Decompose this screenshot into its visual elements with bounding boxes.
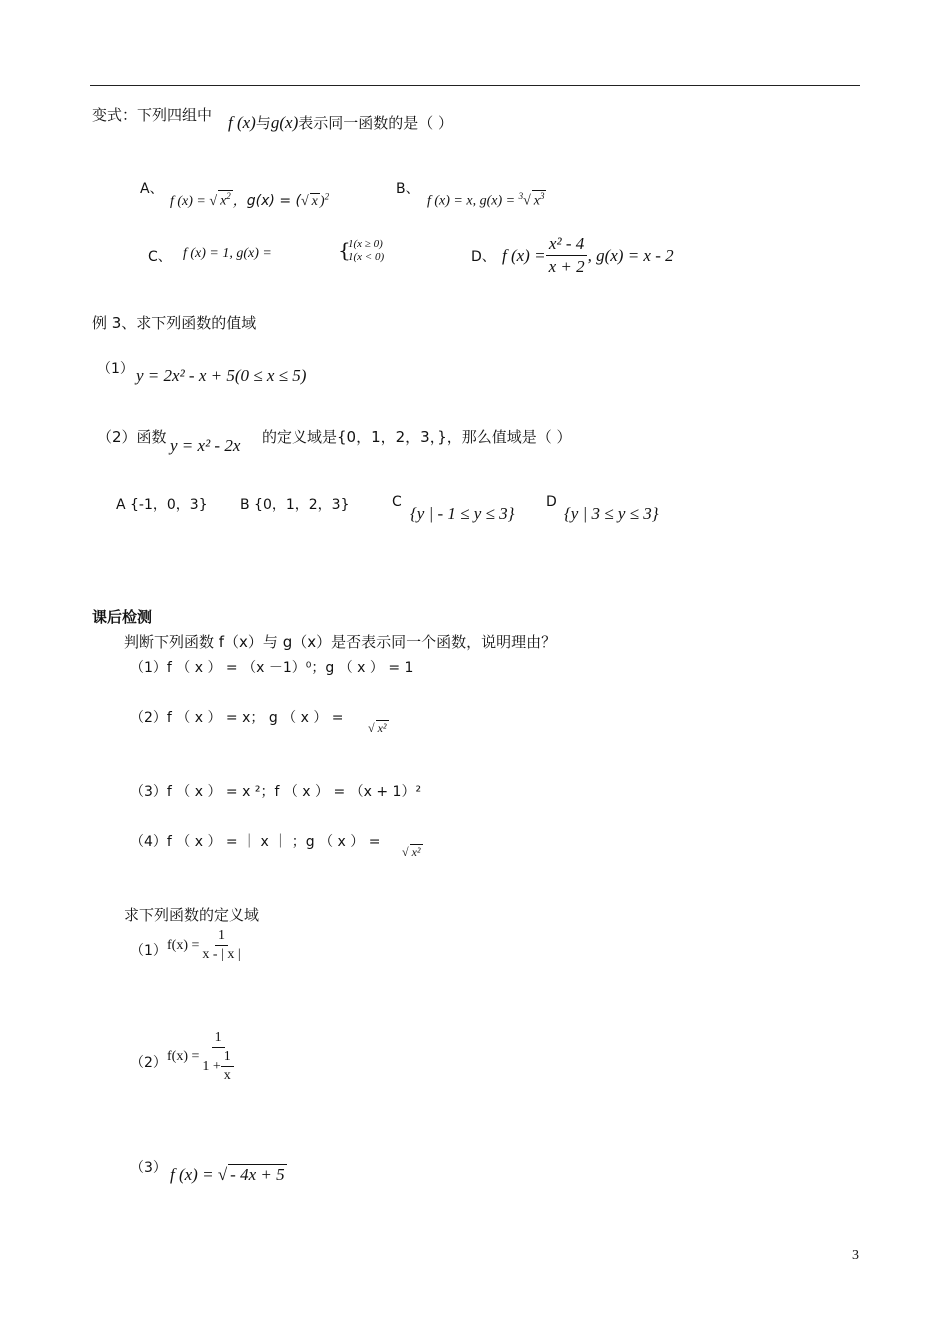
homework-q1-4-sqrt: √ x² <box>402 845 421 859</box>
homework-q2-3-expr: f (x) = √ - 4x + 5 <box>170 1165 285 1184</box>
variant-gx: g(x) <box>270 113 299 132</box>
example3-p2-expr: y = x² - 2x <box>170 436 241 455</box>
example3-option-c-label: C <box>392 494 402 510</box>
example3-p2-label: （2）函数 <box>97 428 167 446</box>
variant-question <box>92 104 212 125</box>
variant-fx: f (x) <box>228 113 256 132</box>
variant-math <box>228 112 453 133</box>
homework-q2-1-label: （1） <box>130 943 167 959</box>
example3-title: 例 3、求下列函数的值域 <box>92 314 257 332</box>
homework-q2-1-expr: f(x) = $\frac{1}{x - | x |}$ <box>167 928 241 962</box>
option-a-expr: f (x) = √ $x^2$ ，g(x) = (√ x )$^2$ <box>170 191 330 209</box>
option-c-label: C、 <box>148 249 172 265</box>
example3-option-d-label: D <box>546 494 557 510</box>
example3-option-c-expr: {y | - 1 ≤ y ≤ 3} <box>410 504 515 523</box>
homework-q2-2-label: （2） <box>130 1055 167 1071</box>
homework-q2-3-label: （3） <box>130 1160 167 1176</box>
example3-p1-expr: y = 2x² - x + 5(0 ≤ x ≤ 5) <box>136 366 307 385</box>
option-c-cases: 1(x ≥ 0) 1(x < 0) <box>348 238 385 263</box>
example3-p1-label: （1） <box>97 361 134 377</box>
homework-q1-3: （3）f （ x ） = x ²；f （ x ） = （x + 1）² <box>130 784 422 800</box>
homework-title: 课后检测 <box>92 608 153 626</box>
page-number: 3 <box>852 1248 859 1263</box>
option-b-label: B、 <box>396 181 420 197</box>
option-d-label: D、 <box>471 249 496 265</box>
option-c-brace: { <box>338 238 351 262</box>
option-c-expr: f (x) = 1, g(x) = <box>183 246 272 261</box>
variant-prefix: 变式：下列四组中 <box>92 106 213 124</box>
option-a-label: A、 <box>140 181 164 197</box>
homework-q1-1: （1）f （ x ） = （x －1）⁰；g （ x ） = 1 <box>130 660 414 676</box>
homework-q1-2-sqrt: √ x² <box>368 721 387 735</box>
homework-q1-intro: 判断下列函数 f（x）与 g（x）是否表示同一个函数，说明理由？ <box>124 633 557 651</box>
variant-suffix: 表示同一函数的是（ ） <box>298 114 454 132</box>
variant-yu: 与 <box>255 114 271 132</box>
example3-p2-text: 的定义域是{0，1，2，3，}，那么值域是（ ） <box>262 428 572 446</box>
option-b-expr: f (x) = x, g(x) = $^3$√ $x^3$ <box>427 191 545 209</box>
homework-q2-intro: 求下列函数的定义域 <box>124 906 260 924</box>
example3-option-d-expr: {y | 3 ≤ y ≤ 3} <box>564 504 659 523</box>
homework-q1-4: （4）f （ x ） = ｜ x ｜ ；g （ x ） = <box>130 834 381 850</box>
homework-q1-2: （2）f （ x ） = x； g （ x ） = <box>130 710 344 726</box>
option-d-expr: f (x) = $\frac{\text{x² - 4}}{x + 2}$ , g(x) = x - 2 <box>502 234 674 276</box>
example3-option-a: A {-1，0，3} <box>116 497 208 513</box>
header-rule <box>90 85 860 86</box>
homework-q2-2-expr: f(x) = 1 1 + $\frac{1}{x}$ <box>167 1030 237 1084</box>
example3-option-b: B {0，1，2，3} <box>240 497 350 513</box>
